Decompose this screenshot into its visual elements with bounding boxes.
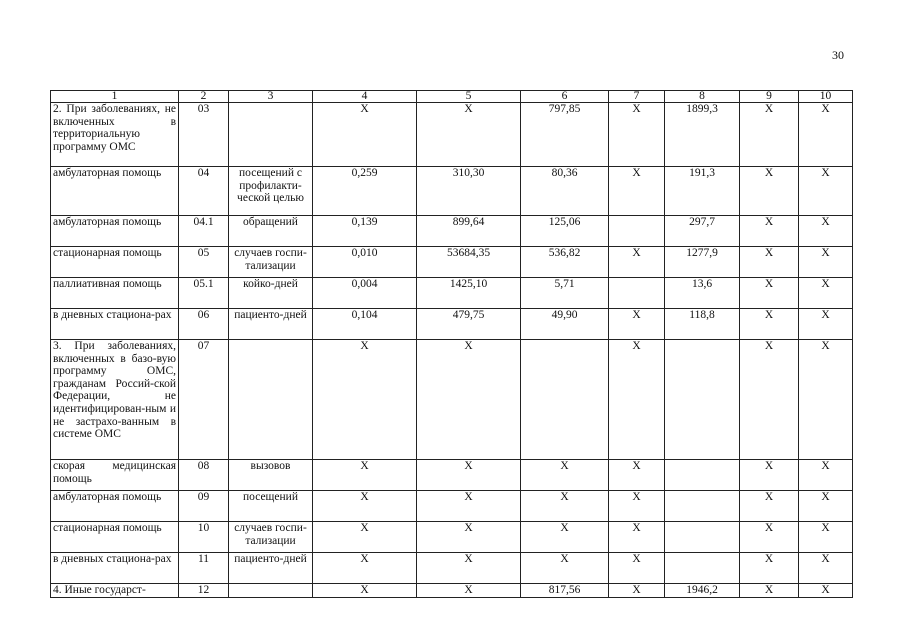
cell-col9: X — [740, 167, 799, 216]
cell-col7: X — [609, 340, 665, 460]
table-row — [51, 491, 853, 522]
cell-col4: X — [313, 584, 417, 598]
row-label: 3. При заболеваниях, включенных в базо-вую программу ОМС, гражданам Россий-ской Федерации, не идентифицирован-ным и не застрахо-ванным в системе ОМС — [51, 340, 179, 460]
cell-col10: X — [799, 103, 853, 167]
cell-col4: X — [313, 522, 417, 553]
cell-col7: X — [609, 309, 665, 340]
row-code: 08 — [179, 460, 229, 491]
row-code: 09 — [179, 491, 229, 522]
column-header: 7 — [609, 91, 665, 103]
cell-col4: 0,010 — [313, 247, 417, 278]
row-label: амбулаторная помощь — [51, 491, 179, 522]
column-header: 2 — [179, 91, 229, 103]
cell-col5: X — [417, 522, 521, 553]
row-label: паллиативная помощь — [51, 278, 179, 309]
cell-col4: X — [313, 553, 417, 584]
row-unit: вызовов — [229, 460, 313, 491]
cell-col9: X — [740, 309, 799, 340]
row-unit — [229, 103, 313, 167]
column-header: 6 — [521, 91, 609, 103]
data-table — [50, 90, 853, 598]
cell-col10: X — [799, 340, 853, 460]
cell-col9: X — [740, 584, 799, 598]
cell-col9: X — [740, 460, 799, 491]
cell-col6: 49,90 — [521, 309, 609, 340]
cell-col10: X — [799, 247, 853, 278]
cell-col8: 1946,2 — [665, 584, 740, 598]
cell-col5: X — [417, 584, 521, 598]
cell-col10: X — [799, 584, 853, 598]
cell-col7: X — [609, 167, 665, 216]
cell-col8 — [665, 460, 740, 491]
column-header: 8 — [665, 91, 740, 103]
cell-col5: X — [417, 460, 521, 491]
table-row — [51, 167, 853, 216]
column-header: 10 — [799, 91, 853, 103]
cell-col6: 817,56 — [521, 584, 609, 598]
column-header: 9 — [740, 91, 799, 103]
cell-col7 — [609, 216, 665, 247]
row-unit — [229, 584, 313, 598]
row-code: 06 — [179, 309, 229, 340]
cell-col8: 191,3 — [665, 167, 740, 216]
cell-col8: 1899,3 — [665, 103, 740, 167]
cell-col10: X — [799, 522, 853, 553]
cell-col5: X — [417, 491, 521, 522]
cell-col5: X — [417, 103, 521, 167]
cell-col8: 297,7 — [665, 216, 740, 247]
cell-col4: 0,259 — [313, 167, 417, 216]
cell-col6: 797,85 — [521, 103, 609, 167]
cell-col10: X — [799, 491, 853, 522]
row-code: 12 — [179, 584, 229, 598]
cell-col9: X — [740, 103, 799, 167]
row-label: скорая медицинская помощь — [51, 460, 179, 491]
table-row — [51, 247, 853, 278]
cell-col4: X — [313, 491, 417, 522]
row-unit: посещений — [229, 491, 313, 522]
column-header: 3 — [229, 91, 313, 103]
row-label: 4. Иные государст- — [51, 584, 179, 598]
row-unit: случаев госпи-тализации — [229, 522, 313, 553]
cell-col9: X — [740, 553, 799, 584]
cell-col8: 1277,9 — [665, 247, 740, 278]
cell-col7: X — [609, 553, 665, 584]
cell-col8 — [665, 340, 740, 460]
row-code: 11 — [179, 553, 229, 584]
row-label: 2. При заболеваниях, не включенных в территориальную программу ОМС — [51, 103, 179, 167]
cell-col9: X — [740, 247, 799, 278]
cell-col6: 80,36 — [521, 167, 609, 216]
cell-col5: X — [417, 553, 521, 584]
cell-col6: X — [521, 522, 609, 553]
cell-col9: X — [740, 491, 799, 522]
cell-col7: X — [609, 460, 665, 491]
cell-col7 — [609, 278, 665, 309]
cell-col6: 125,06 — [521, 216, 609, 247]
cell-col8: 13,6 — [665, 278, 740, 309]
cell-col10: X — [799, 216, 853, 247]
row-label: в дневных стациона-рах — [51, 309, 179, 340]
row-label: в дневных стациона-рах — [51, 553, 179, 584]
cell-col6: 536,82 — [521, 247, 609, 278]
cell-col5: 899,64 — [417, 216, 521, 247]
cell-col9: X — [740, 522, 799, 553]
row-code: 05.1 — [179, 278, 229, 309]
row-unit: пациенто-дней — [229, 309, 313, 340]
cell-col7: X — [609, 247, 665, 278]
row-unit: обращений — [229, 216, 313, 247]
row-label: стационарная помощь — [51, 247, 179, 278]
cell-col10: X — [799, 309, 853, 340]
cell-col5: X — [417, 340, 521, 460]
row-unit — [229, 340, 313, 460]
cell-col6 — [521, 340, 609, 460]
column-header: 4 — [313, 91, 417, 103]
cell-col4: 0,004 — [313, 278, 417, 309]
cell-col10: X — [799, 553, 853, 584]
cell-col7: X — [609, 584, 665, 598]
table-row — [51, 553, 853, 584]
row-label: стационарная помощь — [51, 522, 179, 553]
table-row — [51, 522, 853, 553]
row-label: амбулаторная помощь — [51, 216, 179, 247]
table-row — [51, 460, 853, 491]
table-row — [51, 309, 853, 340]
cell-col10: X — [799, 167, 853, 216]
table-row — [51, 278, 853, 309]
cell-col8: 118,8 — [665, 309, 740, 340]
cell-col4: 0,139 — [313, 216, 417, 247]
table-row — [51, 103, 853, 167]
cell-col8 — [665, 491, 740, 522]
cell-col7: X — [609, 103, 665, 167]
cell-col4: 0,104 — [313, 309, 417, 340]
row-code: 05 — [179, 247, 229, 278]
cell-col5: 53684,35 — [417, 247, 521, 278]
row-unit: койко-дней — [229, 278, 313, 309]
row-unit: случаев госпи-тализации — [229, 247, 313, 278]
row-code: 10 — [179, 522, 229, 553]
cell-col6: X — [521, 553, 609, 584]
column-header: 1 — [51, 91, 179, 103]
cell-col6: X — [521, 460, 609, 491]
cell-col9: X — [740, 278, 799, 309]
cell-col8 — [665, 522, 740, 553]
cell-col9: X — [740, 340, 799, 460]
table-row — [51, 340, 853, 460]
cell-col6: 5,71 — [521, 278, 609, 309]
header-row — [51, 91, 853, 103]
cell-col4: X — [313, 460, 417, 491]
row-code: 04 — [179, 167, 229, 216]
table-row — [51, 584, 853, 598]
column-header: 5 — [417, 91, 521, 103]
cell-col5: 479,75 — [417, 309, 521, 340]
cell-col7: X — [609, 491, 665, 522]
row-unit: посещений с профилакти-ческой целью — [229, 167, 313, 216]
row-code: 07 — [179, 340, 229, 460]
row-code: 03 — [179, 103, 229, 167]
cell-col9: X — [740, 216, 799, 247]
page-number: 30 — [832, 48, 844, 62]
cell-col5: 310,30 — [417, 167, 521, 216]
cell-col6: X — [521, 491, 609, 522]
cell-col7: X — [609, 522, 665, 553]
table-row — [51, 216, 853, 247]
cell-col10: X — [799, 278, 853, 309]
cell-col4: X — [313, 340, 417, 460]
row-code: 04.1 — [179, 216, 229, 247]
cell-col10: X — [799, 460, 853, 491]
row-unit: пациенто-дней — [229, 553, 313, 584]
cell-col8 — [665, 553, 740, 584]
row-label: амбулаторная помощь — [51, 167, 179, 216]
cell-col5: 1425,10 — [417, 278, 521, 309]
cell-col4: X — [313, 103, 417, 167]
